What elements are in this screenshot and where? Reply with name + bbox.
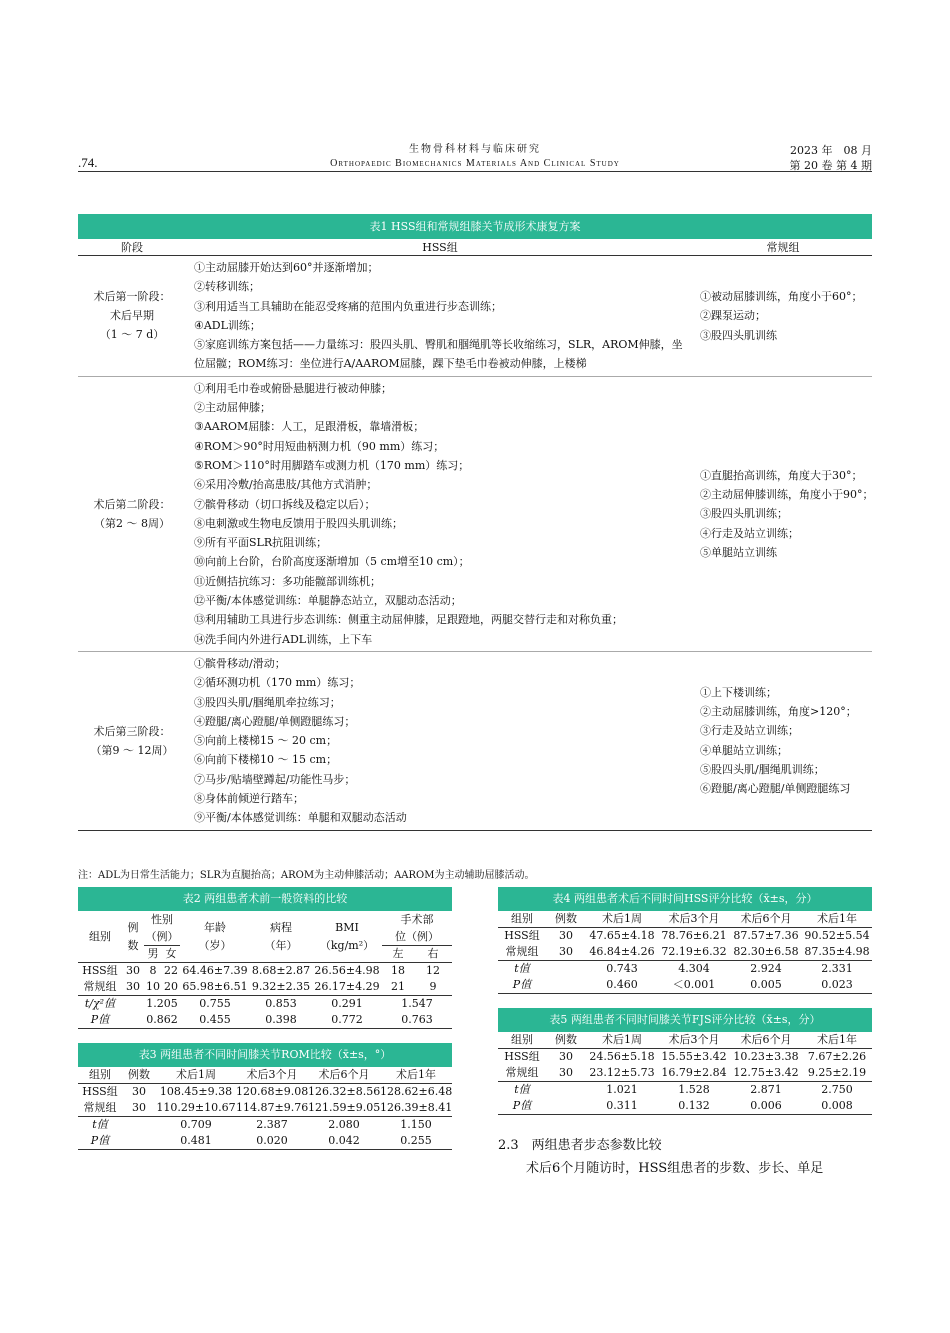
table-cell: 2.924 — [750, 962, 782, 975]
protocol-item: ④单腿站立训练； — [700, 743, 788, 757]
table-cell: 9.25±2.19 — [802, 1065, 872, 1082]
stage-line: 术后第三阶段： — [93, 724, 171, 738]
column-header: 组别 — [78, 1067, 122, 1084]
table-row — [78, 376, 872, 651]
protocol-item: ⑥向前下楼梯10 ～ 15 cm； — [194, 753, 338, 767]
stage-cell — [78, 256, 186, 377]
protocol-item: ⑥蹬腿/离心蹬腿/单侧蹬腿练习 — [700, 782, 851, 796]
stage-cell — [78, 376, 186, 651]
column-header: 术后1周 — [156, 1067, 236, 1084]
table-cell — [546, 1082, 586, 1099]
protocol-item: ④ADL训练； — [194, 318, 261, 332]
hss-protocol-cell — [186, 256, 694, 377]
table-cell: 2.080 — [328, 1118, 360, 1131]
table-cell — [122, 996, 144, 1013]
table-cell: 4.304 — [678, 962, 710, 975]
column-header: 术后6个月 — [308, 1067, 380, 1084]
page-number: .74. — [78, 155, 98, 170]
table-cell: 常规组 — [78, 1100, 122, 1117]
table-cell: 30 — [122, 1100, 156, 1117]
stat-row — [498, 1082, 872, 1099]
column-header: 术后3个月 — [658, 1032, 730, 1049]
protocol-item: ①髌骨移动/滑动； — [194, 656, 286, 670]
table-1-header-conventional: 常规组 — [694, 239, 872, 256]
table-cell: 126.32±8.56 — [308, 1085, 381, 1098]
table-cell: 0.398 — [250, 1012, 312, 1029]
table-2-baseline — [78, 887, 452, 1029]
table-row — [78, 256, 872, 377]
table-cell: 2.387 — [256, 1118, 288, 1131]
protocol-item: ①直腿抬高训练，角度大于30°； — [700, 468, 863, 482]
table-cell — [546, 1098, 586, 1115]
table-cell: 30 — [126, 964, 140, 977]
column-header: 术后6个月 — [730, 911, 802, 928]
table-cell: 65.98±6.51 — [180, 979, 250, 996]
table-3-rom — [78, 1043, 452, 1150]
protocol-item: ②主动屈伸膝； — [194, 401, 271, 415]
table-cell: 21 — [382, 979, 414, 996]
table-cell: 0.743 — [606, 962, 638, 975]
table-cell: 0.132 — [658, 1098, 730, 1115]
table-row — [78, 651, 872, 830]
protocol-item: ⑤股四头肌/腘绳肌训练； — [700, 763, 825, 777]
column-header: 例数 — [546, 911, 586, 928]
column-header: 术后3个月 — [658, 911, 730, 928]
table-cell: 20 — [162, 979, 180, 996]
table-cell: 1.150 — [400, 1118, 432, 1131]
stat-row — [498, 1098, 872, 1115]
protocol-item: ③股四头肌/腘绳肌牵拉练习； — [194, 695, 341, 709]
table-2-header-age: 年龄 （岁） — [180, 911, 250, 963]
table-cell: 2.750 — [821, 1083, 853, 1096]
table-cell: 90.52±5.54 — [804, 929, 870, 942]
table-2-header-n: 例 数 — [122, 911, 144, 963]
table-5-title: 表5 两组患者不同时间膝关节FJS评分比较（x̄±s，分） — [498, 1008, 872, 1032]
table-row — [78, 1084, 452, 1101]
table-cell — [546, 977, 586, 994]
table-cell: 30 — [122, 979, 144, 996]
protocol-item: ⑫平衡/本体感觉训练：单腿静态站立，双腿动态活动； — [194, 594, 462, 608]
stat-label: t值 — [514, 1083, 530, 1096]
table-1-note: 注：ADL为日常生活能力；SLR为直腿抬高；AROM为主动伸膝活动；AAROM为主动辅助屈膝活动。 — [78, 870, 535, 881]
table-3-title: 表3 两组患者不同时间膝关节ROM比较（x̄±s，°） — [78, 1043, 452, 1067]
stage-line: 术后早期 — [110, 309, 154, 323]
table-cell: 7.67±2.26 — [807, 1050, 867, 1063]
table-cell: 常规组 — [498, 944, 546, 961]
table-cell: 1.205 — [146, 997, 178, 1010]
table-2-header-site: 手术部 位（例） — [382, 911, 452, 946]
table-cell: 0.006 — [730, 1098, 802, 1115]
table-cell: 8 — [149, 964, 157, 977]
table-cell: 0.755 — [199, 997, 231, 1010]
column-header: 术后3个月 — [236, 1067, 308, 1084]
table-cell — [122, 1117, 156, 1134]
table-row — [78, 963, 452, 980]
conventional-protocol-cell — [694, 376, 872, 651]
stat-label: t/χ²值 — [84, 997, 116, 1010]
table-row — [498, 928, 872, 945]
table-cell: 12.75±3.42 — [730, 1065, 802, 1082]
table-cell: 30 — [559, 1050, 573, 1063]
stage-line: 术后第一阶段： — [93, 290, 171, 304]
journal-title-cn: 生物骨科材料与临床研究 — [409, 144, 541, 155]
header-row — [78, 1067, 452, 1084]
column-header: 术后6个月 — [730, 1032, 802, 1049]
table-cell: 26.17±4.29 — [312, 979, 382, 996]
table-cell: 15.55±3.42 — [661, 1050, 727, 1063]
stat-row — [78, 1012, 452, 1029]
table-cell: 0.023 — [802, 977, 872, 994]
protocol-item: ①上下楼训练； — [700, 685, 777, 699]
table-1-header-hss: HSS组 — [186, 239, 694, 256]
table-cell: 126.39±8.41 — [380, 1100, 452, 1117]
table-cell: 0.481 — [156, 1133, 236, 1150]
protocol-item: ③行走及站立训练； — [700, 724, 799, 738]
header-rule — [78, 171, 872, 172]
journal-title-en: Orthopaedic Biomechanics Materials And Clinical Study — [330, 158, 620, 169]
protocol-item: ③股四头肌训练 — [700, 328, 777, 342]
table-4-hss-score — [498, 887, 872, 994]
table-cell: 87.35±4.98 — [802, 944, 872, 961]
table-cell: 常规组 — [78, 979, 122, 996]
table-1-title: 表1 HSS组和常规组膝关节成形术康复方案 — [78, 214, 872, 239]
table-2-header-sex: 性别 （例） — [144, 911, 180, 946]
stat-row — [78, 1133, 452, 1150]
table-cell: 10.23±3.38 — [733, 1050, 799, 1063]
table-cell: 30 — [132, 1085, 146, 1098]
protocol-item: ②主动屈伸膝训练，角度小于90°； — [700, 487, 874, 501]
table-cell: 82.30±6.58 — [730, 944, 802, 961]
table-cell — [546, 961, 586, 978]
protocol-item: ⑭洗手间内外进行ADL训练，上下车 — [194, 632, 373, 646]
protocol-item: ④行走及站立训练； — [700, 526, 799, 540]
column-header: 组别 — [498, 911, 546, 928]
table-cell: 0.709 — [180, 1118, 212, 1131]
table-cell: 18 — [391, 964, 405, 977]
protocol-item: ②转移训练； — [194, 280, 260, 294]
table-cell: 10 — [144, 979, 162, 996]
protocol-item: ②循环测功机（170 mm）练习； — [194, 676, 361, 690]
protocol-item: ⑤ROM＞110°时用脚踏车或测力机（170 mm）练习； — [194, 458, 470, 472]
protocol-item: ⑤家庭训练方案包括——力量练习：股四头肌、臀肌和腘绳肌等长收缩练习，SLR，AROM伸膝，坐位屈髋；ROM练习：坐位进行A/AAROM屈膝，踝下垫毛巾卷被动伸膝，上楼梯 — [194, 338, 683, 371]
protocol-item: ⑨所有平面SLR抗阻训练； — [194, 536, 328, 550]
table-cell: 120.68±9.08 — [236, 1085, 309, 1098]
table-cell: HSS组 — [82, 964, 118, 977]
table-cell: 87.57±7.36 — [733, 929, 799, 942]
column-header: 术后1周 — [586, 911, 658, 928]
protocol-item: ②主动屈膝训练，角度>120°； — [700, 705, 857, 719]
table-cell: 8.68±2.87 — [251, 964, 311, 977]
protocol-item: ⑨平衡/本体感觉训练：单腿和双腿动态活动 — [194, 811, 407, 825]
table-cell: 128.62±6.48 — [380, 1085, 453, 1098]
column-header: 例数 — [122, 1067, 156, 1084]
table-1-rehab-protocol — [78, 214, 872, 831]
table-cell: 64.46±7.39 — [182, 964, 248, 977]
table-cell: 108.45±9.38 — [159, 1085, 233, 1098]
protocol-item: ⑬利用辅助工具进行步态训练：侧重主动屈伸膝，足跟蹬地，两腿交替行走和对称负重； — [194, 613, 623, 627]
table-row — [78, 979, 452, 996]
protocol-item: ⑦髌骨移动（切口拆线及稳定以后）； — [194, 497, 376, 511]
table-cell: 1.547 — [401, 997, 433, 1010]
table-2-header-course: 病程 （年） — [250, 911, 312, 963]
stage-line: （第2 ～ 8周） — [94, 516, 170, 530]
stage-line: （第9 ～ 12周） — [90, 743, 174, 757]
table-cell: 30 — [546, 1065, 586, 1082]
conventional-protocol-cell — [694, 256, 872, 377]
table-cell: 0.460 — [586, 977, 658, 994]
stat-row — [498, 961, 872, 978]
table-cell: 12 — [426, 964, 440, 977]
table-cell: 0.853 — [265, 997, 297, 1010]
stat-label: P值 — [498, 977, 546, 994]
table-cell: 47.65±4.18 — [589, 929, 655, 942]
protocol-item: ⑤单腿站立训练 — [700, 545, 777, 559]
protocol-item: ⑥采用冷敷/抬高患肢/其他方式消肿； — [194, 478, 378, 492]
volume-issue: 第 20 卷 第 4 期 — [789, 159, 872, 172]
table-cell: 0.311 — [586, 1098, 658, 1115]
header-row — [498, 1032, 872, 1049]
table-cell: ＜0.001 — [658, 977, 730, 994]
table-2-header-left: 左 — [382, 946, 414, 963]
stage-cell — [78, 651, 186, 830]
protocol-item: ①主动屈膝开始达到60°并逐渐增加； — [194, 261, 379, 274]
table-cell: 16.79±2.84 — [658, 1065, 730, 1082]
table-row — [498, 1049, 872, 1066]
stage-line: 术后第二阶段： — [93, 497, 171, 511]
protocol-item: ④ROM＞90°时用短曲柄测力机（90 mm）练习； — [194, 439, 445, 453]
table-cell: 1.021 — [606, 1083, 638, 1096]
column-header: 术后1年 — [802, 1032, 872, 1049]
table-cell: 22 — [164, 964, 178, 977]
table-cell: 9.32±2.35 — [250, 979, 312, 996]
protocol-item: ③AAROM屈膝：人工，足跟滑板，靠墙滑板； — [194, 420, 425, 434]
protocol-item: ⑤向前上楼梯15 ～ 20 cm； — [194, 734, 338, 748]
table-cell: 2.871 — [750, 1083, 782, 1096]
table-cell: 23.12±5.73 — [586, 1065, 658, 1082]
protocol-item: ②踝泵运动； — [700, 309, 766, 323]
protocol-item: ⑩向前上台阶，台阶高度逐渐增加（5 cm增至10 cm）； — [194, 555, 470, 569]
stat-label: P值 — [78, 1133, 122, 1150]
table-cell: HSS组 — [82, 1085, 118, 1098]
table-cell: 0.005 — [730, 977, 802, 994]
stat-label: P值 — [78, 1012, 122, 1029]
table-cell: 24.56±5.18 — [589, 1050, 655, 1063]
table-1-header-stage: 阶段 — [78, 239, 186, 256]
stat-label: t值 — [514, 962, 530, 975]
stat-label: P值 — [498, 1098, 546, 1115]
stat-row — [78, 996, 452, 1013]
table-cell: 0.042 — [308, 1133, 380, 1150]
protocol-item: ⑧身体前倾逆行踏车； — [194, 792, 304, 806]
table-cell: HSS组 — [504, 1050, 540, 1063]
hss-protocol-cell — [186, 376, 694, 651]
section-body: 术后6个月随访时，HSS组患者的步数、步长、单足 — [526, 1161, 824, 1176]
column-header: 术后1周 — [586, 1032, 658, 1049]
table-row — [498, 944, 872, 961]
column-header: 例数 — [546, 1032, 586, 1049]
stat-label: t值 — [92, 1118, 108, 1131]
table-cell: 2.331 — [821, 962, 853, 975]
journal-header — [280, 143, 670, 171]
table-2-header-right: 右 — [414, 946, 452, 963]
table-cell: 30 — [559, 929, 573, 942]
table-cell — [122, 1012, 144, 1029]
protocol-item: ③利用适当工具辅助在能忍受疼痛的范围内负重进行步态训练； — [194, 299, 502, 313]
table-row — [78, 1100, 452, 1117]
table-cell: 0.862 — [144, 1012, 180, 1029]
conventional-protocol-cell — [694, 651, 872, 830]
stat-row — [498, 977, 872, 994]
table-2-title: 表2 两组患者术前一般资料的比较 — [78, 887, 452, 911]
column-header: 组别 — [498, 1032, 546, 1049]
protocol-item: ③股四头肌训练； — [700, 507, 788, 521]
table-cell: HSS组 — [504, 929, 540, 942]
table-cell: 46.84±4.26 — [586, 944, 658, 961]
table-row — [498, 1065, 872, 1082]
table-cell: 72.19±6.32 — [658, 944, 730, 961]
protocol-item: ④蹬腿/离心蹬腿/单侧蹬腿练习； — [194, 714, 356, 728]
issue-date: 2023 年 08 月 — [790, 144, 872, 157]
table-cell: 110.29±10.67 — [156, 1100, 236, 1117]
protocol-item: ⑪近侧拮抗练习：多功能髋部训练机； — [194, 574, 381, 588]
protocol-item: ⑦马步/贴墙壁蹲起/功能性马步； — [194, 772, 356, 786]
table-2-header-male: 男 — [144, 946, 162, 963]
table-cell: 0.291 — [331, 997, 363, 1010]
table-cell: 78.76±6.21 — [661, 929, 727, 942]
issue-info — [780, 143, 872, 173]
table-5-fjs-score — [498, 1008, 872, 1115]
stage-line: （1 ～ 7 d） — [99, 328, 165, 342]
table-cell: 26.56±4.98 — [314, 964, 380, 977]
table-2-header-bmi: BMI （kg/m²） — [312, 911, 382, 963]
table-cell: 0.020 — [236, 1133, 308, 1150]
table-4-title: 表4 两组患者术后不同时间HSS评分比较（x̄±s，分） — [498, 887, 872, 911]
table-2-header-female: 女 — [162, 946, 180, 963]
header-row — [498, 911, 872, 928]
column-header: 术后1年 — [802, 911, 872, 928]
hss-protocol-cell — [186, 651, 694, 830]
column-header: 术后1年 — [380, 1067, 452, 1084]
protocol-item: ⑧电刺激或生物电反馈用于股四头肌训练； — [194, 516, 403, 530]
table-cell: 0.255 — [380, 1133, 452, 1150]
table-cell: 9 — [414, 979, 452, 996]
table-cell: 0.763 — [382, 1012, 452, 1029]
table-cell: 0.008 — [802, 1098, 872, 1115]
protocol-item: ①被动屈膝训练，角度小于60°； — [700, 289, 863, 303]
table-cell: 1.528 — [678, 1083, 710, 1096]
table-cell: 114.87±9.76 — [236, 1100, 308, 1117]
table-cell: 0.455 — [180, 1012, 250, 1029]
section-heading: 2.3 两组患者步态参数比较 — [498, 1138, 662, 1153]
stat-row — [78, 1117, 452, 1134]
table-cell — [122, 1133, 156, 1150]
table-cell: 常规组 — [498, 1065, 546, 1082]
table-cell: 30 — [546, 944, 586, 961]
protocol-item: ①利用毛巾卷或俯卧悬腿进行被动伸膝； — [194, 381, 392, 395]
table-cell: 121.59±9.05 — [308, 1100, 380, 1117]
table-cell: 0.772 — [312, 1012, 382, 1029]
table-2-header-group: 组别 — [78, 911, 122, 963]
